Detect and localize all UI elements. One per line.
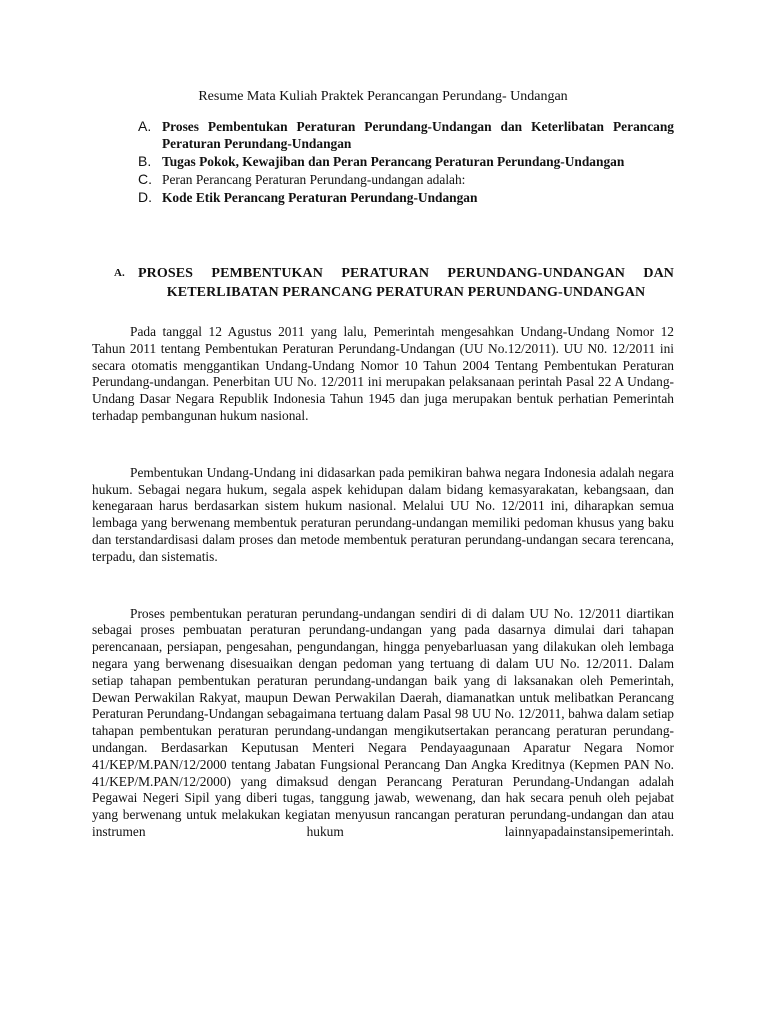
section-heading-text: PROSES PEMBENTUKAN PERATURAN PERUNDANG-UNDANGAN DAN KETERLIBATAN PERANCANG PERATURAN PERUNDANG-UNDANGAN	[138, 266, 674, 300]
toc-text: Proses Pembentukan Peraturan Perundang-Undangan dan Keterlibatan Perancang Peraturan Perundang-Undangan	[162, 119, 674, 151]
toc-letter: A.	[138, 118, 152, 134]
paragraph-1: Pada tanggal 12 Agustus 2011 yang lalu, Pemerintah mengesahkan Undang-Undang Nomor 12 Tahun 2011 tentang Pembentukan Peraturan Perundang-Undangan (UU No.12/2011). UU N0. 12/2011 ini secara otomatis menggantikan Undang-Undang Nomor 10 Tahun 2004 Tentang Pembentukan Peraturan Perundang-undangan. Penerbitan UU No. 12/2011 ini merupakan pelaksanaan perintah Pasal 22 A Undang-Undang Dasar Negara Republik Indonesia Tahun 1945 dan juga merupakan bentuk perhatian Pemerintah terhadap pembangunan hukum nasional.	[92, 324, 674, 423]
toc-item-a	[138, 118, 674, 152]
paragraph-3: Proses pembentukan peraturan perundang-undangan sendiri di di dalam UU No. 12/2011 diartikan sebagai proses pembuatan peraturan perundang-undangan yang pada dasarnya dimulai dari tahapan perencanaan, persiapan, pengesahan, pengundangan, hingga penyebarluasan yang dilakukan oleh lembaga negara yang berwenang disesuaikan dengan pedoman yang tertuang di dalam UU No. 12/2011. Dalam setiap tahapan pembentukan peraturan perundang-undangan baik yang di laksanakan oleh Pemerintah, Dewan Perwakilan Rakyat, maupun Dewan Perwakilan Daerah, diamanatkan untuk melibatkan Perancang Peraturan Perundang-Undangan sebagaimana tertuang dalam Pasal 98 UU No. 12/2011, bahwa dalam setiap tahapan pembentukan peraturan perundang-undangan mengikutsertakan perancang peraturan perundang-undangan. Berdasarkan Keputusan Menteri Negara Pendayaagunaan Aparatur Negara Nomor 41/KEP/M.PAN/12/2000 tentang Jabatan Fungsional Perancang Dan Angka Kreditnya (Kepmen PAN No. 41/KEP/M.PAN/12/2000) yang dimaksud dengan Perancang Peraturan Perundang-Undangan adalah Pegawai Negeri Sipil yang diberi tugas, tanggung jawab, wewenang, dan hak secara penuh oleh pejabat yang berwenang untuk melakukan kegiatan menyusun rancangan peraturan perundang-undangan dan atau instrumen hukum lainnyapadainstansipemerintah.	[92, 605, 674, 839]
toc-letter: D.	[138, 189, 152, 205]
document-page	[92, 88, 674, 841]
section-a-heading	[114, 264, 674, 302]
table-of-contents	[138, 118, 674, 206]
document-title: Resume Mata Kuliah Praktek Perancangan Perundang- Undangan	[198, 89, 568, 104]
toc-item-b	[138, 153, 674, 170]
toc-text: Kode Etik Perancang Peraturan Perundang-Undangan	[162, 190, 478, 205]
toc-item-d	[138, 189, 674, 206]
toc-item-c	[138, 171, 674, 188]
toc-letter: B.	[138, 153, 152, 169]
paragraph-2: Pembentukan Undang-Undang ini didasarkan pada pemikiran bahwa negara Indonesia adalah negara hukum. Sebagai negara hukum, segala aspek kehidupan dalam bidang kemasyarakatan, kebangsaan, dan kenegaraan harus berdasarkan sistem hukum nasional. Melalui UU No. 12/2011 ini, diharapkan semua lembaga yang berwenang membentuk peraturan perundang-undangan memiliki pedoman khusus yang baku dan terstandardisasi dalam proses dan metode membentuk peraturan perundang-undangan secara terencana, terpadu, dan sistematis.	[92, 464, 674, 564]
toc-letter: C.	[138, 171, 152, 187]
toc-text: Tugas Pokok, Kewajiban dan Peran Perancang Peraturan Perundang-Undangan	[162, 154, 625, 169]
toc-text: Peran Perancang Peraturan Perundang-undangan adalah:	[162, 172, 466, 187]
section-letter: A.	[114, 267, 125, 279]
